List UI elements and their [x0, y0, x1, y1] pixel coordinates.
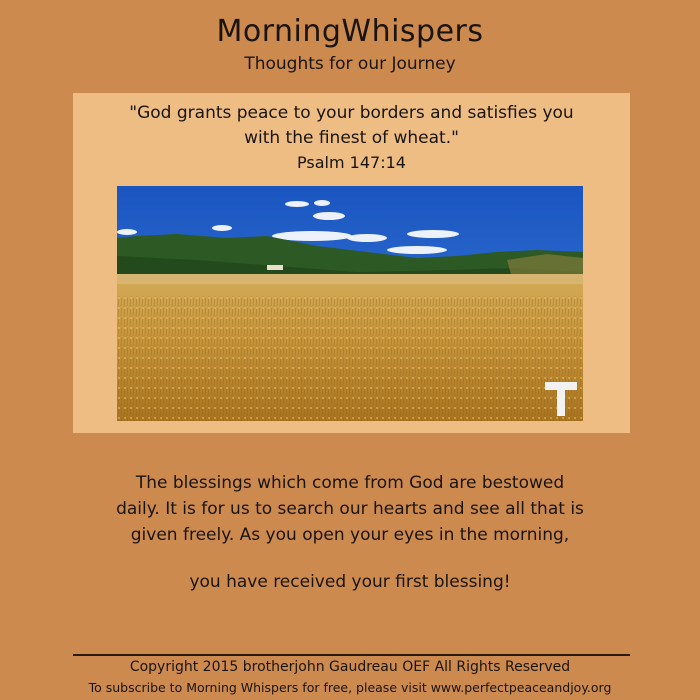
verse-reference: Psalm 147:14 [297, 153, 406, 172]
copyright-text: Copyright 2015 brotherjohn Gaudreau OEF All Rights Reserved [129, 659, 571, 675]
verse-card [73, 93, 630, 433]
message-line: daily. It is for us to search our hearts and see all that is [116, 499, 584, 519]
message-line: The blessings which come from God are bestowed [135, 473, 565, 493]
wheat-field-image [117, 186, 583, 421]
message-line: given freely. As you open your eyes in the morning, [130, 525, 570, 545]
page-subtitle: Thoughts for our Journey [244, 54, 456, 74]
verse-quote-line: with the finest of wheat." [244, 128, 459, 148]
verse-quote [73, 101, 630, 151]
page-title: MorningWhispers [216, 14, 484, 49]
footer-divider [73, 654, 630, 656]
message-body [90, 470, 610, 548]
verse-quote-line: "God grants peace to your borders and satisfies you [129, 103, 574, 123]
message-closing: you have received your first blessing! [189, 572, 511, 592]
subscribe-text: To subscribe to Morning Whispers for free, please visit www.perfectpeaceandjoy.org [88, 680, 612, 695]
